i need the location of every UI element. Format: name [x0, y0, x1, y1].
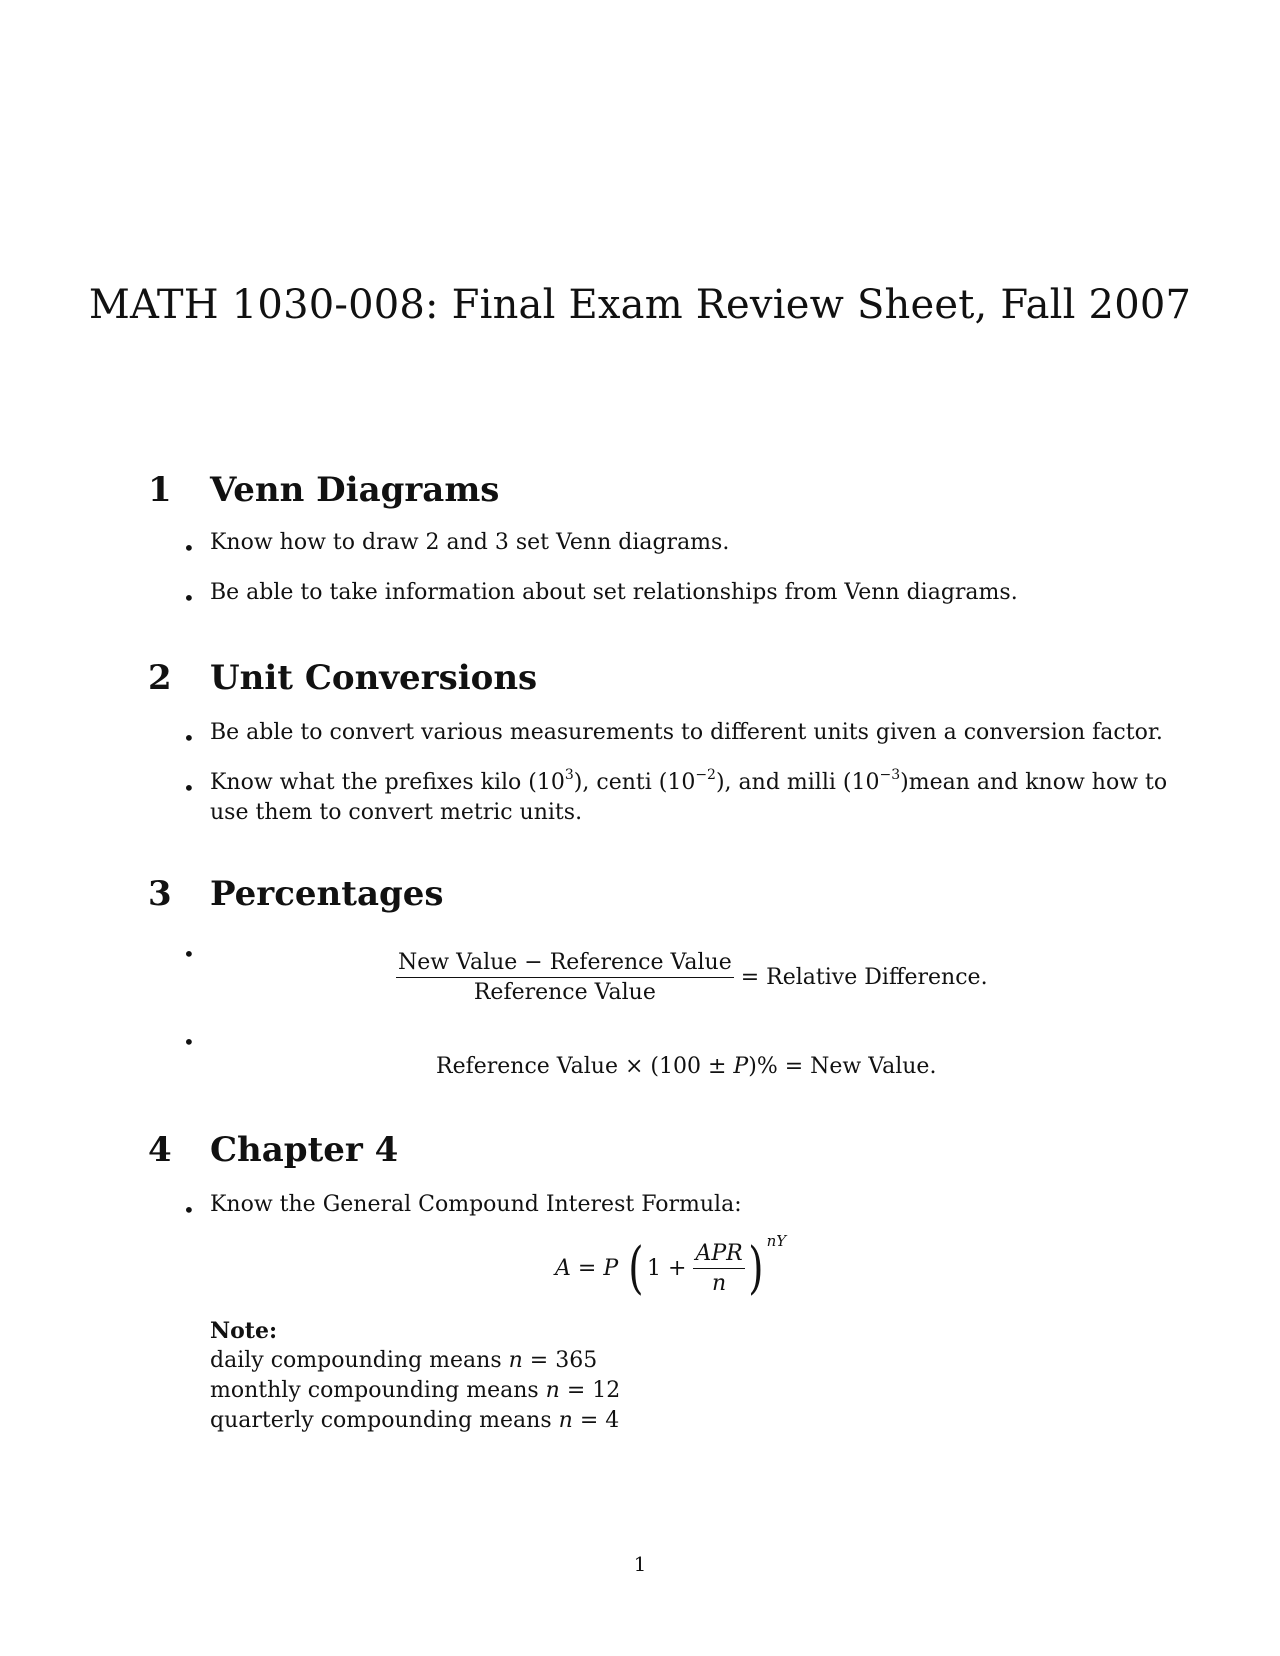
- formula-rhs: = Relative Difference.: [740, 965, 988, 990]
- section-number: 1: [148, 470, 172, 510]
- section-number: 3: [148, 874, 172, 914]
- list-item: Know the General Compound Interest Formula:: [210, 1192, 742, 1217]
- bullet-icon: •: [183, 1198, 195, 1222]
- list-item: Be able to take information about set relationships from Venn diagrams.: [210, 580, 1018, 605]
- note-line: monthly compounding means n = 12: [210, 1378, 621, 1403]
- bullet-icon: •: [183, 942, 195, 966]
- exponent: nY: [766, 1232, 787, 1250]
- section-title-unit-conversions: Unit Conversions: [210, 658, 538, 698]
- section-number: 4: [148, 1130, 172, 1170]
- fraction: [396, 950, 734, 1005]
- relative-difference-formula: [396, 950, 988, 1005]
- new-value-formula: Reference Value × (100 ± P)% = New Value.: [436, 1054, 937, 1079]
- fraction: [693, 1241, 744, 1296]
- page-number: 1: [633, 1552, 647, 1576]
- close-paren: ): [747, 1236, 764, 1301]
- section-title-venn-diagrams: Venn Diagrams: [210, 470, 500, 510]
- numerator: New Value − Reference Value: [398, 950, 732, 975]
- list-item: Know what the prefixes kilo $(10^3)$, centi $(10^{-2})$, and milli $(10^{-3})mean$ and know how to use them to convert metric units.: [210, 766, 1168, 825]
- denominator: n: [693, 1268, 744, 1296]
- page-title: MATH 1030-008: Final Exam Review Sheet, Fall 2007: [88, 282, 1192, 328]
- denominator: Reference Value: [396, 977, 734, 1005]
- compound-interest-formula: A = P ( 1 + $\frac{\text{APR}}{n}$ ) $^{nY}$: [555, 1232, 787, 1301]
- list-item: Know how to draw 2 and 3 set Venn diagrams.: [210, 530, 730, 555]
- open-paren: (: [628, 1236, 644, 1301]
- numerator: APR: [695, 1241, 743, 1266]
- bullet-icon: •: [183, 586, 195, 610]
- list-item: Be able to convert various measurements to different units given a conversion factor.: [210, 720, 1163, 745]
- bullet-icon: •: [183, 536, 195, 560]
- note-line: quarterly compounding means n = 4: [210, 1408, 620, 1433]
- bullet-icon: •: [183, 726, 195, 750]
- section-number: 2: [148, 658, 172, 698]
- section-title-percentages: Percentages: [210, 874, 444, 914]
- note-heading: Note:: [210, 1318, 278, 1344]
- note-line: daily compounding means n = 365: [210, 1348, 598, 1373]
- bullet-icon: •: [183, 776, 195, 800]
- bullet-icon: •: [183, 1030, 195, 1054]
- section-title-chapter-4: Chapter 4: [210, 1130, 399, 1170]
